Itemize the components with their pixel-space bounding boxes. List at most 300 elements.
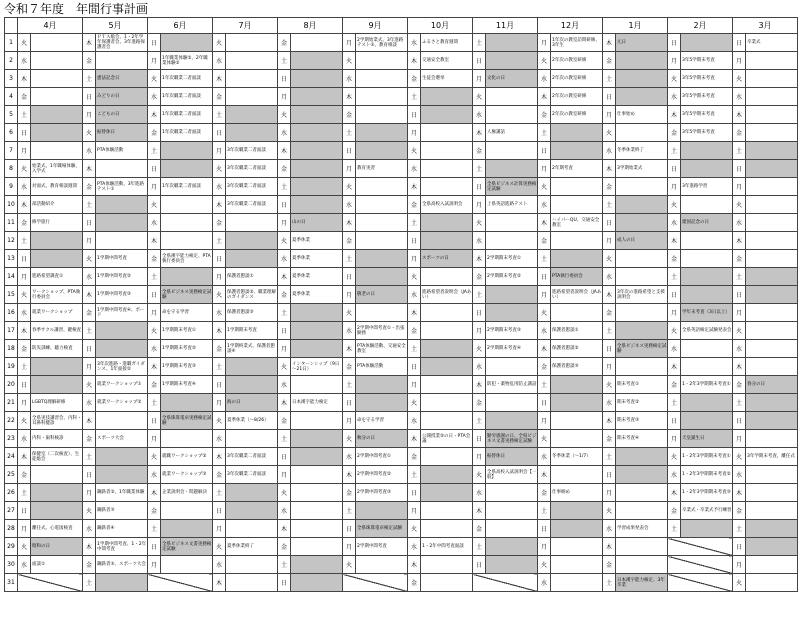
weekday-cell: 金 xyxy=(278,160,291,178)
day-number: 14 xyxy=(5,268,18,286)
weekday-cell: 金 xyxy=(538,232,551,250)
weekday-cell: 水 xyxy=(213,304,226,322)
weekday-cell: 火 xyxy=(148,322,161,340)
weekday-cell: 木 xyxy=(668,232,681,250)
day-number: 3 xyxy=(5,70,18,88)
weekday-cell: 日 xyxy=(603,88,616,106)
weekday-cell: 水 xyxy=(603,142,616,160)
holiday-event-cell xyxy=(421,232,473,250)
event-cell xyxy=(486,214,538,232)
holiday-event-cell xyxy=(551,250,603,268)
weekday-cell: 日 xyxy=(83,340,96,358)
holiday-event-cell xyxy=(551,520,603,538)
event-cell xyxy=(681,358,733,376)
weekday-cell: 日 xyxy=(278,196,291,214)
day-number: 20 xyxy=(5,376,18,394)
weekday-cell: 月 xyxy=(343,160,356,178)
calendar-row xyxy=(5,52,798,70)
weekday-cell: 月 xyxy=(18,142,31,160)
weekday-cell: 月 xyxy=(148,52,161,70)
event-cell xyxy=(421,376,473,394)
weekday-cell: 木 xyxy=(408,52,421,70)
event-cell xyxy=(746,214,798,232)
event-cell: 夏季休業 xyxy=(291,286,343,304)
holiday-event-cell xyxy=(356,250,408,268)
weekday-cell: 木 xyxy=(473,124,486,142)
weekday-cell: 金 xyxy=(343,106,356,124)
event-cell xyxy=(421,394,473,412)
weekday-cell: 日 xyxy=(83,214,96,232)
event-cell: 卒業式・卒業式予行練習 xyxy=(681,502,733,520)
holiday-event-cell xyxy=(356,124,408,142)
month-header: 3月 xyxy=(733,18,798,34)
weekday-cell: 土 xyxy=(83,70,96,88)
holiday-event-cell xyxy=(161,394,213,412)
event-cell: 1・2年3学期期末考査③ xyxy=(681,484,733,502)
weekday-cell: 土 xyxy=(278,430,291,448)
weekday-cell: 水 xyxy=(213,556,226,574)
weekday-cell: 水 xyxy=(408,286,421,304)
event-cell: 保護者懇談③ xyxy=(551,358,603,376)
holiday-event-cell xyxy=(31,502,83,520)
weekday-cell: 火 xyxy=(83,250,96,268)
weekday-cell: 水 xyxy=(278,376,291,394)
day-number: 12 xyxy=(5,232,18,250)
event-cell xyxy=(486,232,538,250)
weekday-cell: 水 xyxy=(343,70,356,88)
holiday-event-cell xyxy=(616,466,668,484)
event-cell: 鋼鉄者②、1年職業体験 xyxy=(96,484,148,502)
event-cell: 面談① xyxy=(31,556,83,574)
weekday-cell: 月 xyxy=(668,178,681,196)
weekday-cell: 水 xyxy=(148,340,161,358)
event-cell: PTA体験活動 xyxy=(96,142,148,160)
event-cell xyxy=(551,556,603,574)
weekday-cell: 月 xyxy=(408,250,421,268)
holiday-event-cell xyxy=(746,394,798,412)
calendar-row xyxy=(5,520,798,538)
weekday-cell: 月 xyxy=(668,430,681,448)
event-cell xyxy=(616,502,668,520)
event-cell xyxy=(616,124,668,142)
event-cell xyxy=(96,412,148,430)
event-cell xyxy=(31,52,83,70)
weekday-cell: 木 xyxy=(213,196,226,214)
weekday-cell: 木 xyxy=(18,448,31,466)
weekday-cell: 木 xyxy=(603,34,616,52)
holiday-event-cell xyxy=(226,376,278,394)
weekday-cell: 木 xyxy=(18,70,31,88)
weekday-cell: 金 xyxy=(603,178,616,196)
weekday-cell: 木 xyxy=(278,142,291,160)
weekday-cell: 水 xyxy=(733,340,746,358)
weekday-cell: 土 xyxy=(18,358,31,376)
event-cell xyxy=(356,178,408,196)
weekday-cell: 日 xyxy=(603,214,616,232)
weekday-cell: 金 xyxy=(278,412,291,430)
day-number: 9 xyxy=(5,178,18,196)
holiday-event-cell xyxy=(31,250,83,268)
weekday-cell: 金 xyxy=(603,556,616,574)
holiday-event-cell: 文化の日 xyxy=(486,70,538,88)
calendar-row xyxy=(5,142,798,160)
weekday-cell: 土 xyxy=(603,574,616,592)
weekday-cell: 水 xyxy=(408,538,421,556)
event-cell xyxy=(616,250,668,268)
weekday-cell: 火 xyxy=(603,124,616,142)
event-cell: 1・2年3学期期末考査① xyxy=(681,376,733,394)
weekday-cell: 火 xyxy=(278,232,291,250)
holiday-event-cell xyxy=(681,412,733,430)
day-number: 28 xyxy=(5,520,18,538)
weekday-cell: 水 xyxy=(343,196,356,214)
event-cell xyxy=(291,538,343,556)
event-cell xyxy=(161,196,213,214)
weekday-cell: 木 xyxy=(213,70,226,88)
holiday-event-cell xyxy=(681,286,733,304)
holiday-event-cell xyxy=(616,70,668,88)
month-header: 6月 xyxy=(148,18,213,34)
weekday-cell: 火 xyxy=(538,556,551,574)
holiday-event-cell: 敬老の日 xyxy=(356,286,408,304)
holiday-event-cell xyxy=(421,106,473,124)
weekday-cell: 土 xyxy=(408,340,421,358)
event-cell: 1学期期末考査① xyxy=(161,322,213,340)
event-cell: 2年次の教室研修 xyxy=(551,52,603,70)
event-cell: 1学期期末考査② xyxy=(161,340,213,358)
weekday-cell: 火 xyxy=(668,448,681,466)
weekday-cell: 火 xyxy=(538,430,551,448)
holiday-event-cell: PTA執行委員会 xyxy=(551,268,603,286)
weekday-cell: 日 xyxy=(733,412,746,430)
calendar-row xyxy=(5,88,798,106)
month-header: 5月 xyxy=(83,18,148,34)
event-cell: 1学期期末考査③ xyxy=(161,358,213,376)
weekday-cell: 日 xyxy=(473,556,486,574)
day-number: 22 xyxy=(5,412,18,430)
weekday-cell: 日 xyxy=(408,232,421,250)
weekday-cell: 日 xyxy=(408,358,421,376)
holiday-event-cell: 海の日 xyxy=(226,394,278,412)
event-cell: 保健室（二次検査）、生徒総会 xyxy=(31,448,83,466)
weekday-cell: 土 xyxy=(83,448,96,466)
event-cell xyxy=(551,412,603,430)
event-cell: 鋼鉄者③ xyxy=(96,502,148,520)
event-cell: 保護者懇談②、職業理解のガイダンス xyxy=(226,286,278,304)
weekday-cell: 土 xyxy=(408,466,421,484)
event-cell: 3年5学期末考査 xyxy=(681,52,733,70)
event-cell: 修学旅行 xyxy=(31,214,83,232)
event-cell xyxy=(746,88,798,106)
holiday-event-cell xyxy=(226,484,278,502)
holiday-event-cell xyxy=(421,214,473,232)
weekday-cell: 土 xyxy=(213,232,226,250)
weekday-cell: 水 xyxy=(213,52,226,70)
calendar-row xyxy=(5,394,798,412)
weekday-cell: 火 xyxy=(18,412,31,430)
holiday-event-cell: 全県ビジネス計算実務検定試験 xyxy=(486,178,538,196)
day-number: 4 xyxy=(5,88,18,106)
weekday-cell: 火 xyxy=(148,196,161,214)
nonexistent-date-cell xyxy=(18,574,83,592)
holiday-event-cell xyxy=(616,214,668,232)
weekday-cell: 土 xyxy=(603,70,616,88)
weekday-cell: 水 xyxy=(18,430,31,448)
weekday-cell: 木 xyxy=(733,484,746,502)
weekday-cell: 金 xyxy=(408,322,421,340)
holiday-event-cell xyxy=(96,196,148,214)
event-cell xyxy=(681,250,733,268)
weekday-cell: 水 xyxy=(148,214,161,232)
holiday-event-cell xyxy=(291,106,343,124)
weekday-cell: 月 xyxy=(603,484,616,502)
weekday-cell: 月 xyxy=(343,538,356,556)
event-cell xyxy=(421,268,473,286)
weekday-cell: 月 xyxy=(148,556,161,574)
weekday-cell: 日 xyxy=(213,376,226,394)
weekday-cell: 火 xyxy=(603,250,616,268)
holiday-event-cell xyxy=(486,556,538,574)
weekday-cell: 土 xyxy=(343,250,356,268)
event-cell xyxy=(746,502,798,520)
weekday-cell: 月 xyxy=(408,124,421,142)
holiday-event-cell xyxy=(746,268,798,286)
holiday-event-cell xyxy=(291,88,343,106)
weekday-cell: 金 xyxy=(603,52,616,70)
weekday-cell: 木 xyxy=(278,520,291,538)
weekday-cell: 月 xyxy=(213,268,226,286)
holiday-event-cell xyxy=(31,124,83,142)
weekday-cell: 火 xyxy=(408,394,421,412)
page-title: 令和７年度 年間行事計画 xyxy=(4,2,149,16)
weekday-cell: 木 xyxy=(538,340,551,358)
weekday-cell: 月 xyxy=(668,304,681,322)
weekday-cell: 木 xyxy=(603,412,616,430)
weekday-cell: 日 xyxy=(148,286,161,304)
event-cell xyxy=(551,538,603,556)
weekday-cell: 月 xyxy=(343,412,356,430)
event-cell: 期末考査③ xyxy=(616,412,668,430)
weekday-cell: 土 xyxy=(343,502,356,520)
weekday-cell: 日 xyxy=(538,142,551,160)
holiday-event-cell xyxy=(291,304,343,322)
event-cell xyxy=(551,232,603,250)
weekday-cell: 水 xyxy=(668,214,681,232)
nonexistent-date-cell xyxy=(668,538,733,556)
weekday-cell: 月 xyxy=(18,268,31,286)
holiday-event-cell xyxy=(161,142,213,160)
weekday-cell: 火 xyxy=(18,160,31,178)
event-cell xyxy=(551,574,603,592)
holiday-event-cell xyxy=(616,196,668,214)
event-cell xyxy=(31,88,83,106)
event-cell: 1学期中間考査 xyxy=(96,250,148,268)
weekday-cell: 水 xyxy=(83,520,96,538)
event-cell: 1年次職業二者面談 xyxy=(161,178,213,196)
weekday-cell: 金 xyxy=(603,304,616,322)
event-cell: インターンシップ（9日～21日） xyxy=(291,358,343,376)
weekday-cell: 金 xyxy=(408,574,421,592)
weekday-cell: 土 xyxy=(148,520,161,538)
weekday-cell: 月 xyxy=(343,34,356,52)
weekday-cell: 月 xyxy=(18,394,31,412)
weekday-cell: 水 xyxy=(213,178,226,196)
weekday-cell: 月 xyxy=(83,358,96,376)
event-cell xyxy=(291,376,343,394)
holiday-event-cell xyxy=(291,196,343,214)
weekday-cell: 金 xyxy=(603,430,616,448)
holiday-event-cell xyxy=(96,322,148,340)
calendar-row xyxy=(5,232,798,250)
weekday-cell: 火 xyxy=(733,448,746,466)
event-cell: 1・2年中間考査面談 xyxy=(421,538,473,556)
weekday-cell: 月 xyxy=(473,322,486,340)
weekday-cell: 月 xyxy=(603,358,616,376)
weekday-cell: 日 xyxy=(408,106,421,124)
holiday-event-cell xyxy=(421,466,473,484)
event-cell: 保護者懇談① xyxy=(551,322,603,340)
event-cell: 対面式、教育相談週間 xyxy=(31,178,83,196)
day-number: 26 xyxy=(5,484,18,502)
day-number: 11 xyxy=(5,214,18,232)
event-cell xyxy=(616,304,668,322)
weekday-cell: 日 xyxy=(278,70,291,88)
event-cell xyxy=(681,196,733,214)
weekday-cell: 火 xyxy=(343,52,356,70)
calendar-row xyxy=(5,538,798,556)
weekday-cell: 月 xyxy=(408,502,421,520)
event-cell: 夏季休業 xyxy=(291,268,343,286)
event-cell xyxy=(551,466,603,484)
month-header: 2月 xyxy=(668,18,733,34)
weekday-cell: 金 xyxy=(213,340,226,358)
day-number: 23 xyxy=(5,430,18,448)
holiday-event-cell: 成人の日 xyxy=(616,232,668,250)
weekday-cell: 日 xyxy=(668,412,681,430)
weekday-cell: 金 xyxy=(538,106,551,124)
weekday-cell: 火 xyxy=(473,214,486,232)
event-cell: 2学期期末考査④ xyxy=(486,340,538,358)
holiday-event-cell xyxy=(356,268,408,286)
weekday-cell: 火 xyxy=(148,448,161,466)
weekday-cell: 火 xyxy=(343,178,356,196)
holiday-event-cell xyxy=(226,232,278,250)
event-cell: 卒業式 xyxy=(746,34,798,52)
weekday-cell: 土 xyxy=(538,250,551,268)
weekday-cell: 火 xyxy=(473,466,486,484)
holiday-event-cell xyxy=(161,34,213,52)
event-cell xyxy=(486,142,538,160)
event-cell xyxy=(421,574,473,592)
event-cell xyxy=(486,520,538,538)
weekday-cell: 月 xyxy=(148,430,161,448)
weekday-cell: 水 xyxy=(18,556,31,574)
weekday-cell: 月 xyxy=(538,412,551,430)
event-cell xyxy=(161,502,213,520)
holiday-event-cell xyxy=(96,448,148,466)
holiday-event-cell xyxy=(31,106,83,124)
event-cell xyxy=(421,160,473,178)
event-cell xyxy=(291,412,343,430)
weekday-cell: 土 xyxy=(213,106,226,124)
weekday-cell: 水 xyxy=(733,214,746,232)
event-cell xyxy=(356,52,408,70)
holiday-event-cell xyxy=(96,574,148,592)
weekday-cell: 月 xyxy=(538,34,551,52)
holiday-event-cell xyxy=(616,88,668,106)
event-cell: 全県高校入試説明会【一般】 xyxy=(486,466,538,484)
nonexistent-date-cell xyxy=(473,574,538,592)
weekday-cell: 月 xyxy=(668,52,681,70)
event-cell xyxy=(291,34,343,52)
holiday-event-cell: 全県珠算電卓検定試験 xyxy=(356,520,408,538)
holiday-event-cell xyxy=(291,178,343,196)
weekday-cell: 水 xyxy=(473,106,486,124)
weekday-cell: 日 xyxy=(148,34,161,52)
calendar-row xyxy=(5,340,798,358)
event-cell: 命を守る学習 xyxy=(356,412,408,430)
event-cell: 2学期中間考査③ xyxy=(356,484,408,502)
weekday-cell: 水 xyxy=(538,574,551,592)
event-cell xyxy=(486,358,538,376)
holiday-event-cell xyxy=(96,466,148,484)
event-cell xyxy=(421,520,473,538)
weekday-cell: 木 xyxy=(343,88,356,106)
holiday-event-cell xyxy=(551,142,603,160)
weekday-cell: 火 xyxy=(408,520,421,538)
weekday-cell: 水 xyxy=(278,502,291,520)
weekday-cell: 日 xyxy=(18,124,31,142)
weekday-cell: 木 xyxy=(83,412,96,430)
weekday-cell: 日 xyxy=(278,448,291,466)
weekday-cell: 木 xyxy=(473,250,486,268)
holiday-event-cell xyxy=(486,538,538,556)
weekday-cell: 水 xyxy=(538,322,551,340)
holiday-event-cell xyxy=(746,142,798,160)
event-cell: 生徒会選挙 xyxy=(421,70,473,88)
event-cell xyxy=(356,556,408,574)
event-cell: 始業式、1年職場体験、入学式 xyxy=(31,160,83,178)
event-cell: 3年次職業二者面談 xyxy=(226,448,278,466)
event-cell xyxy=(746,196,798,214)
calendar-row xyxy=(5,34,798,52)
day-number: 7 xyxy=(5,142,18,160)
weekday-cell: 月 xyxy=(278,88,291,106)
day-number: 13 xyxy=(5,250,18,268)
event-cell xyxy=(551,196,603,214)
weekday-cell: 水 xyxy=(83,142,96,160)
nonexistent-date-cell xyxy=(148,574,213,592)
weekday-cell: 水 xyxy=(408,412,421,430)
holiday-event-cell xyxy=(551,394,603,412)
event-cell: 3年次職業二者面談 xyxy=(226,466,278,484)
event-cell xyxy=(31,466,83,484)
weekday-cell: 月 xyxy=(733,178,746,196)
event-cell: 2学期中間考査① xyxy=(356,448,408,466)
holiday-event-cell xyxy=(681,268,733,286)
event-cell xyxy=(421,412,473,430)
event-cell xyxy=(96,52,148,70)
event-cell xyxy=(291,484,343,502)
calendar-row xyxy=(5,214,798,232)
weekday-cell: 日 xyxy=(603,340,616,358)
holiday-event-cell: 全県珠算電卓実務検定試験 xyxy=(161,412,213,430)
event-cell xyxy=(746,106,798,124)
weekday-cell: 木 xyxy=(278,268,291,286)
event-cell: 3年進路学習 xyxy=(681,178,733,196)
weekday-cell: 水 xyxy=(148,466,161,484)
day-number: 2 xyxy=(5,52,18,70)
